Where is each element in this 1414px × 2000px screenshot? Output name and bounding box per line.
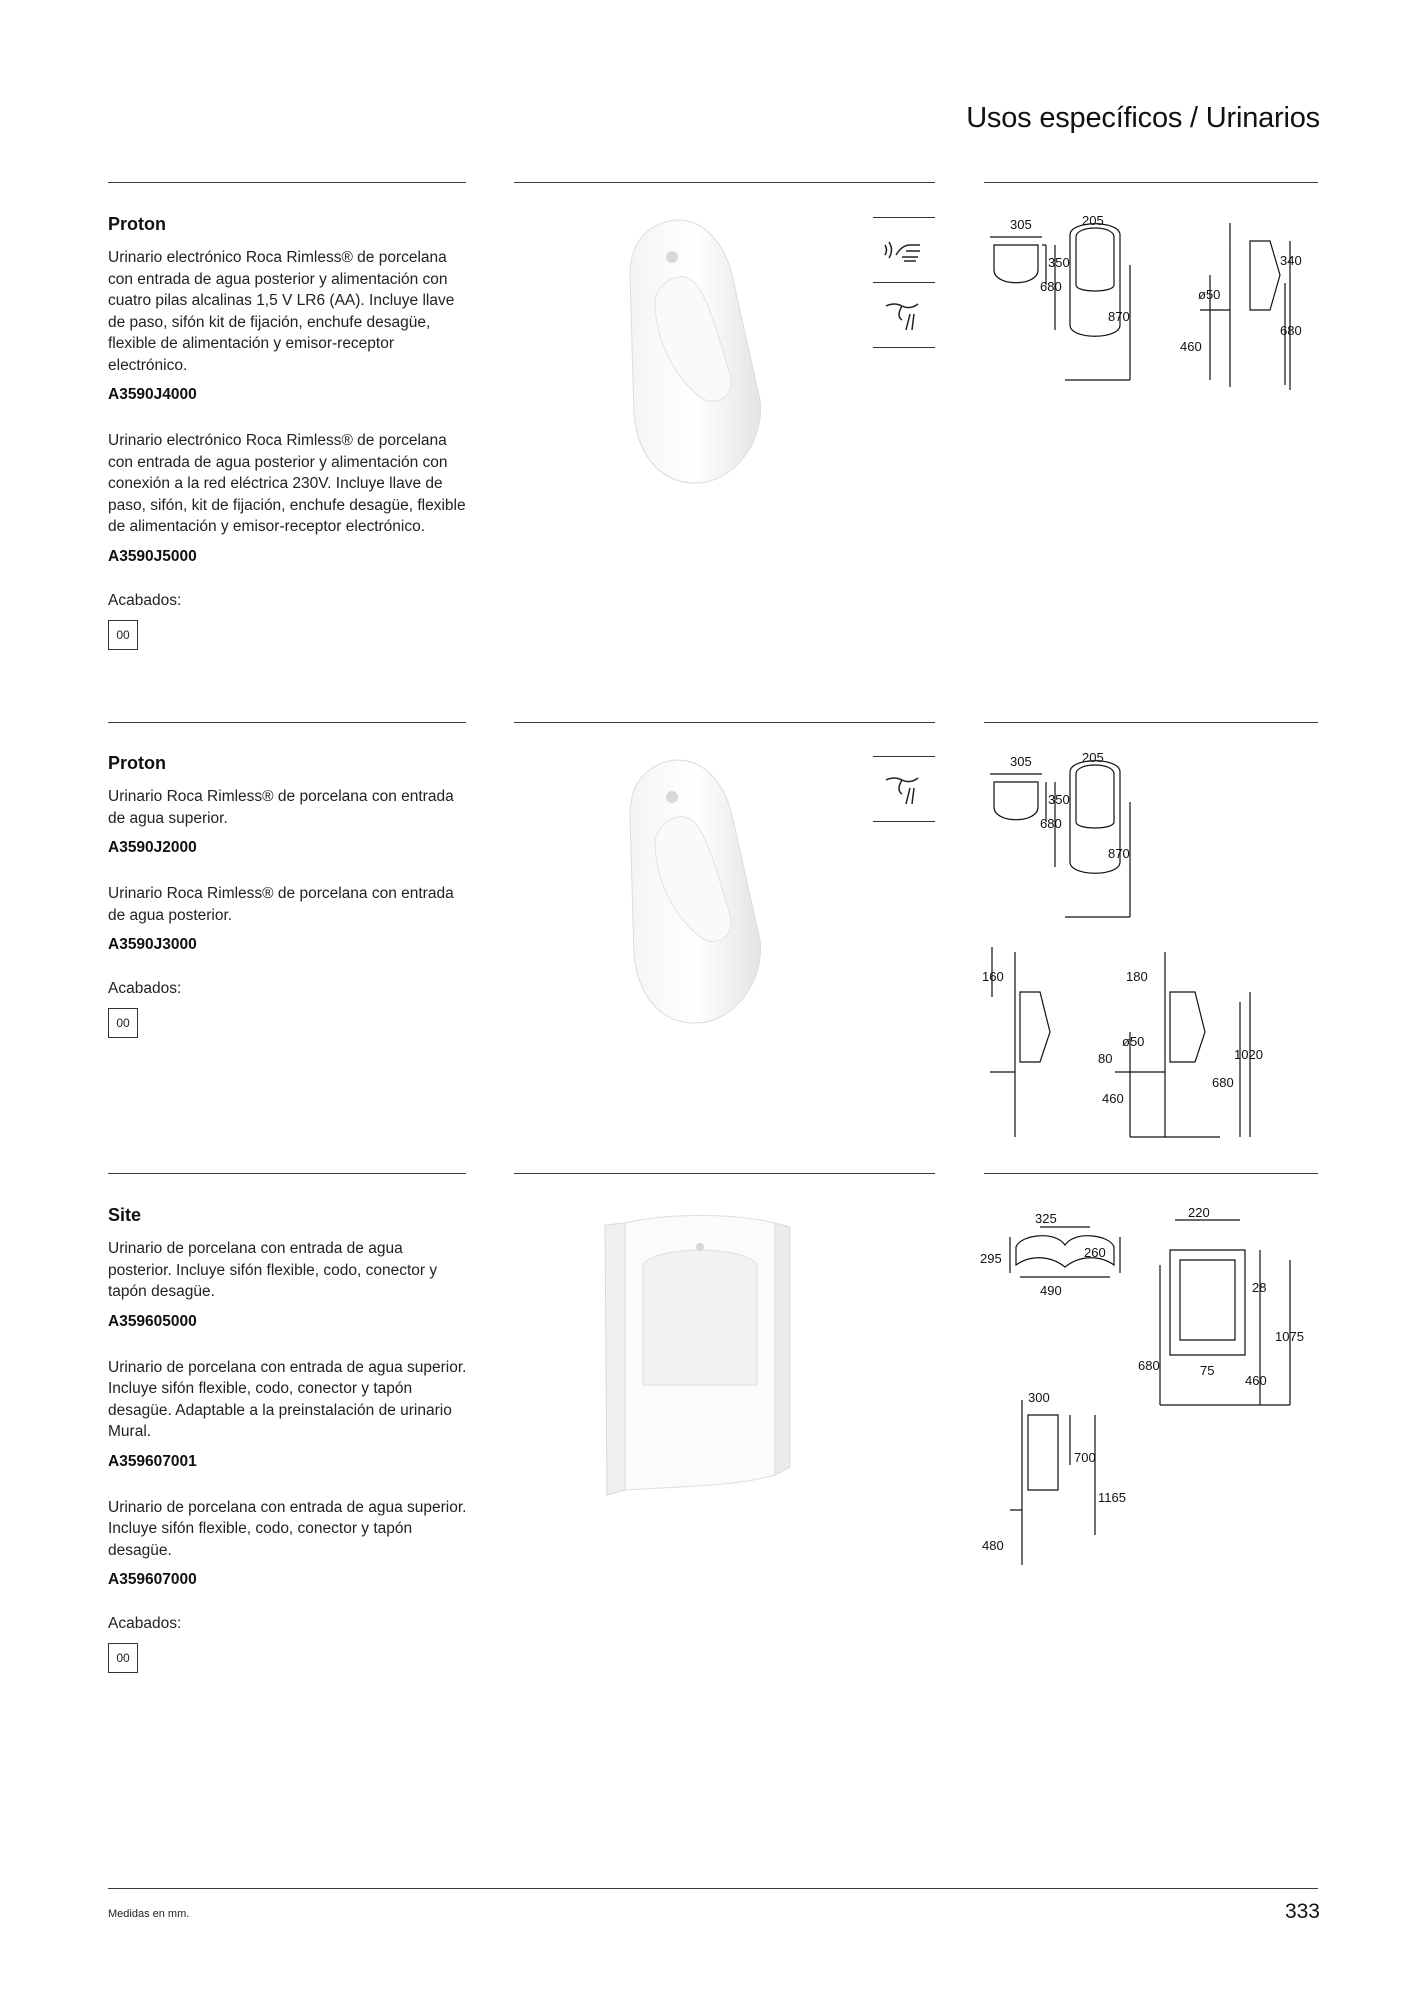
footer-note: Medidas en mm. <box>108 1908 190 1920</box>
rimless-flush-icon <box>873 756 935 822</box>
dim-width: 305 <box>1010 754 1032 769</box>
finish-swatch: 00 <box>108 620 138 650</box>
product-code: A359607001 <box>108 1452 197 1470</box>
product-code: A3590J2000 <box>108 839 197 856</box>
rimless-flush-icon <box>873 282 935 348</box>
product-description: Urinario de porcelana con entrada de agua superior. Incluye sifón flexible, codo, conector y tapón desagüe. Adaptable a la preinstalación de urinario Mural. <box>108 1358 467 1440</box>
dim-depth: 350 <box>1048 792 1070 807</box>
finishes-label: Acabados: <box>108 980 182 997</box>
page-title: Usos específicos / Urinarios <box>966 102 1320 134</box>
dim-inlet: 180 <box>1126 969 1148 984</box>
feature-icons <box>873 756 935 822</box>
finish-swatch: 00 <box>108 1008 138 1038</box>
section-divider <box>108 1173 466 1174</box>
dim-width: 490 <box>1040 1283 1062 1298</box>
product-description: Urinario electrónico Roca Rimless® de porcelana con entrada de agua posterior y alimentación con conexión a la red eléctrica 230V. Incluye llave de paso, sifón, kit de fijación, enchufe desagüe, flexible de alimentación y emisor-receptor electrónico. <box>108 432 466 535</box>
dim-pipe: ø50 <box>1198 287 1221 302</box>
product-code: A359605000 <box>108 1312 197 1330</box>
dim-top: 340 <box>1280 253 1302 268</box>
dim-inner: 325 <box>1035 1211 1057 1226</box>
finishes-label: Acabados: <box>108 591 182 609</box>
product-description: Urinario de porcelana con entrada de agua superior. Incluye sifón flexible, codo, conector y tapón desagüe. <box>108 1498 467 1559</box>
feature-icons <box>873 217 935 348</box>
dim-depth: 295 <box>980 1251 1002 1266</box>
product-info-proton-rimless <box>108 753 470 1038</box>
section-divider <box>514 722 935 723</box>
dim-offset: 28 <box>1252 1280 1267 1295</box>
product-name: Proton <box>108 753 166 773</box>
product-photo-proton <box>560 205 860 495</box>
section-divider <box>984 722 1318 723</box>
dim-depth: 350 <box>1048 255 1070 270</box>
dim-width: 205 <box>1082 215 1104 228</box>
product-description: Urinario de porcelana con entrada de agua posterior. Incluye sifón flexible, codo, conector y tapón desagüe. <box>108 1240 438 1300</box>
dim-offset: 80 <box>1098 1051 1113 1066</box>
sensor-hand-icon <box>873 217 935 282</box>
dim-inlet: 160 <box>982 969 1004 984</box>
product-info-proton-electronic <box>108 214 470 650</box>
dim-rim: 680 <box>1138 1358 1160 1373</box>
section-divider <box>984 182 1318 183</box>
dim-body: 700 <box>1074 1450 1096 1465</box>
dim-total: 1020 <box>1234 1047 1263 1062</box>
product-code: A359607000 <box>108 1571 197 1588</box>
dim-drain: 75 <box>1200 1363 1215 1378</box>
product-description: Urinario Roca Rimless® de porcelana con entrada de agua posterior. <box>108 885 454 924</box>
dim-rim: 680 <box>1280 323 1302 338</box>
dimension-diagram-site <box>980 1205 1320 1585</box>
dim-outlet: 460 <box>1245 1373 1267 1388</box>
product-code: A3590J5000 <box>108 547 197 565</box>
section-divider <box>514 1173 935 1174</box>
section-divider <box>514 182 935 183</box>
dim-width: 305 <box>1010 217 1032 232</box>
dim-width: 220 <box>1188 1205 1210 1220</box>
product-photo-proton <box>560 745 860 1035</box>
footer-divider <box>108 1888 1318 1889</box>
dim-install-height: 870 <box>1108 309 1130 324</box>
dimension-diagram-proton-electronic <box>980 215 1320 390</box>
dim-height: 680 <box>1040 816 1062 831</box>
product-name: Proton <box>108 214 166 234</box>
dim-pipe: ø50 <box>1122 1034 1145 1049</box>
product-info-site <box>108 1205 470 1673</box>
section-divider <box>108 182 466 183</box>
section-divider <box>108 722 466 723</box>
dim-total: 1165 <box>1098 1490 1126 1505</box>
product-description: Urinario Roca Rimless® de porcelana con entrada de agua superior. <box>108 788 454 827</box>
section-divider <box>984 1173 1318 1174</box>
dim-width: 205 <box>1082 752 1104 765</box>
product-description: Urinario electrónico Roca Rimless® de porcelana con entrada de agua posterior y alimentación con cuatro pilas alcalinas 1,5 V LR6 (AA). Incluye llave de paso, sifón kit de fijación, enchufe desagüe, flexible de alimentación y emisor-receptor electrónico. <box>108 249 455 374</box>
dim-outlet: 460 <box>1102 1091 1124 1106</box>
dim-install-height: 870 <box>1108 846 1130 861</box>
finishes-label: Acabados: <box>108 1615 182 1632</box>
product-code: A3590J3000 <box>108 936 197 953</box>
product-name: Site <box>108 1205 142 1225</box>
dim-total: 1075 <box>1275 1329 1304 1344</box>
finish-swatch: 00 <box>108 1643 138 1673</box>
dimension-diagram-proton-rimless <box>980 752 1320 1147</box>
dim-outlet: 480 <box>982 1538 1004 1553</box>
product-photo-site <box>585 1205 835 1505</box>
dim-depth: 300 <box>1028 1390 1050 1405</box>
dim-height: 680 <box>1040 279 1062 294</box>
page-number: 333 <box>1284 1900 1320 1923</box>
dim-side: 260 <box>1084 1245 1106 1260</box>
product-code: A3590J4000 <box>108 386 197 403</box>
dim-rim: 680 <box>1212 1075 1234 1090</box>
dim-outlet: 460 <box>1180 339 1202 354</box>
